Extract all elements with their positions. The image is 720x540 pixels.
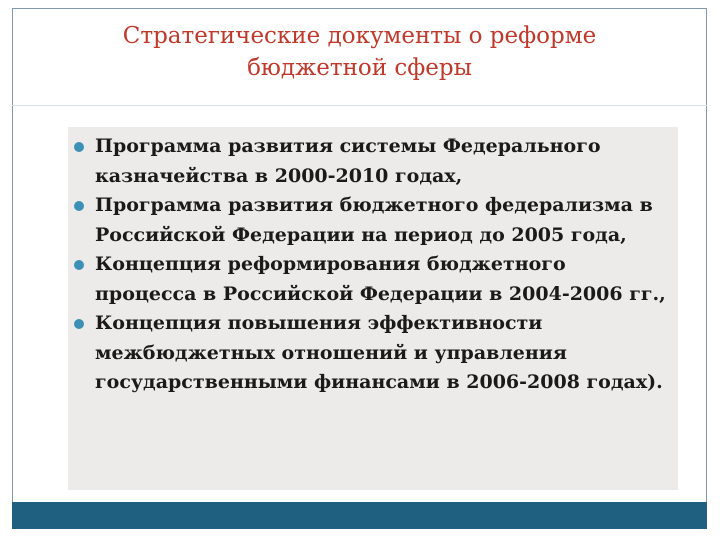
bullet-text: Концепция реформирования бюджетного процесса в Российской Федерации в 2004-2006 гг., — [95, 253, 666, 305]
footer-bar — [12, 502, 707, 529]
slide-title — [12, 20, 707, 84]
bullet-dot-icon — [74, 142, 84, 152]
bullet-item — [72, 191, 672, 250]
bullet-item — [72, 250, 672, 309]
slide-title-line-2: бюджетной сферы — [247, 55, 472, 81]
slide-title-line-1: Стратегические документы о реформе — [122, 23, 597, 49]
bullet-text: Концепция повышения эффективности межбюджетных отношений и управления государственными финансами в 2006-2008 годах). — [95, 312, 663, 393]
bullet-text: Программа развития системы Федерального казначейства в 2000-2010 годах, — [95, 135, 601, 187]
bullet-item — [72, 309, 672, 398]
bullet-dot-icon — [74, 260, 84, 270]
bullet-item — [72, 132, 672, 191]
title-divider — [12, 105, 707, 106]
bullet-dot-icon — [74, 319, 84, 329]
bullet-dot-icon — [74, 201, 84, 211]
bullet-text: Программа развития бюджетного федерализма в Российской Федерации на период до 2005 года, — [95, 194, 653, 246]
bullet-list — [72, 132, 672, 398]
